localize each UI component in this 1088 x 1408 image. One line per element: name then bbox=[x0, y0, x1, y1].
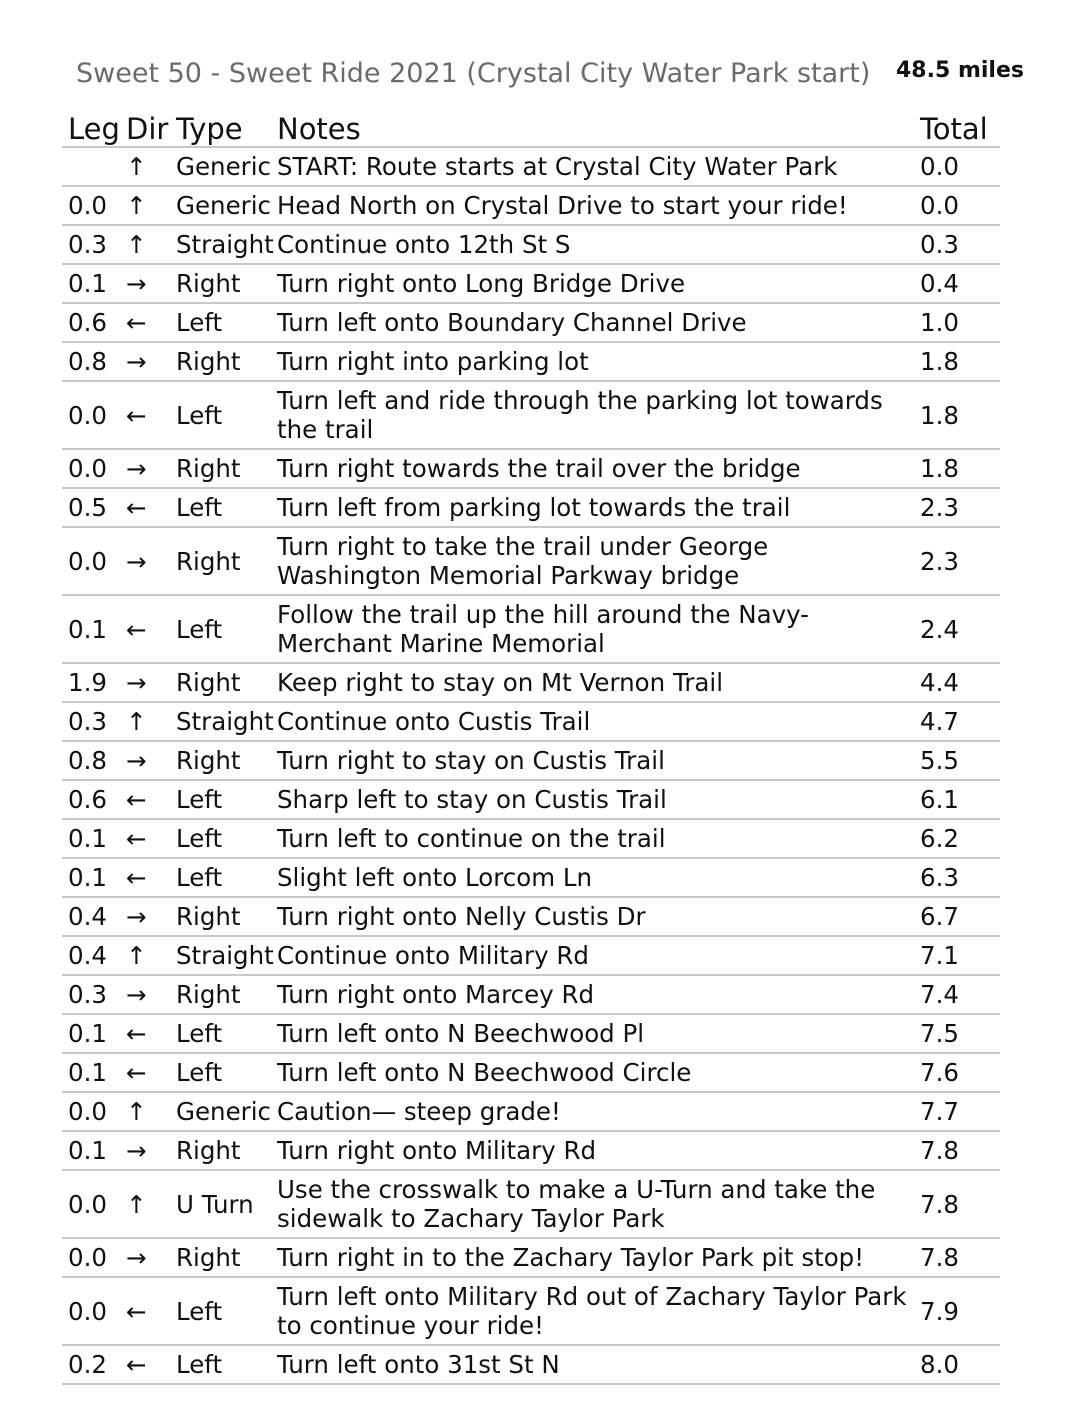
table-row bbox=[62, 488, 1000, 527]
table-row bbox=[62, 780, 1000, 819]
notes-cell: Keep right to stay on Mt Vernon Trail bbox=[271, 663, 914, 702]
leg-cell: 0.1 bbox=[62, 858, 120, 897]
direction-arrow-icon: ↑ bbox=[120, 1092, 170, 1131]
leg-cell: 1.9 bbox=[62, 663, 120, 702]
table-row bbox=[62, 858, 1000, 897]
notes-cell: Continue onto Military Rd bbox=[271, 936, 914, 975]
type-cell: Left bbox=[170, 303, 271, 342]
leg-cell: 0.1 bbox=[62, 264, 120, 303]
notes-cell: Turn left to continue on the trail bbox=[271, 819, 914, 858]
type-cell: Left bbox=[170, 780, 271, 819]
total-cell: 7.4 bbox=[914, 975, 1000, 1014]
direction-arrow-icon: → bbox=[120, 342, 170, 381]
direction-arrow-icon: ← bbox=[120, 381, 170, 449]
leg-cell: 0.0 bbox=[62, 1092, 120, 1131]
type-cell: Left bbox=[170, 595, 271, 663]
type-cell: U Turn bbox=[170, 1170, 271, 1238]
table-row bbox=[62, 342, 1000, 381]
notes-cell: Turn left onto N Beechwood Pl bbox=[271, 1014, 914, 1053]
type-cell: Straight bbox=[170, 702, 271, 741]
table-row bbox=[62, 741, 1000, 780]
direction-arrow-icon: → bbox=[120, 897, 170, 936]
total-cell: 2.3 bbox=[914, 488, 1000, 527]
total-cell: 1.8 bbox=[914, 342, 1000, 381]
leg-cell: 0.0 bbox=[62, 381, 120, 449]
leg-cell: 0.8 bbox=[62, 342, 120, 381]
notes-cell: Turn left onto 31st St N bbox=[271, 1345, 914, 1384]
table-row bbox=[62, 147, 1000, 186]
total-cell: 8.0 bbox=[914, 1345, 1000, 1384]
direction-arrow-icon: → bbox=[120, 975, 170, 1014]
leg-cell: 0.3 bbox=[62, 702, 120, 741]
total-cell: 5.5 bbox=[914, 741, 1000, 780]
leg-cell: 0.0 bbox=[62, 527, 120, 595]
total-cell: 6.3 bbox=[914, 858, 1000, 897]
notes-cell: Turn right in to the Zachary Taylor Park pit stop! bbox=[271, 1238, 914, 1277]
direction-arrow-icon: ← bbox=[120, 1014, 170, 1053]
notes-cell: Follow the trail up the hill around the Navy-Merchant Marine Memorial bbox=[271, 595, 914, 663]
total-cell: 0.0 bbox=[914, 186, 1000, 225]
notes-cell: Continue onto Custis Trail bbox=[271, 702, 914, 741]
leg-cell: 0.4 bbox=[62, 897, 120, 936]
direction-arrow-icon: ↑ bbox=[120, 225, 170, 264]
type-cell: Right bbox=[170, 975, 271, 1014]
leg-cell: 0.1 bbox=[62, 1131, 120, 1170]
table-row bbox=[62, 264, 1000, 303]
direction-arrow-icon: ↑ bbox=[120, 1170, 170, 1238]
direction-arrow-icon: ← bbox=[120, 595, 170, 663]
total-cell: 7.6 bbox=[914, 1053, 1000, 1092]
leg-cell bbox=[62, 147, 120, 186]
cue-rows bbox=[62, 147, 1000, 1384]
leg-cell: 0.1 bbox=[62, 819, 120, 858]
direction-arrow-icon: ← bbox=[120, 1053, 170, 1092]
type-cell: Left bbox=[170, 1277, 271, 1345]
notes-cell: Turn right into parking lot bbox=[271, 342, 914, 381]
leg-cell: 0.0 bbox=[62, 1170, 120, 1238]
total-cell: 2.4 bbox=[914, 595, 1000, 663]
leg-cell: 0.1 bbox=[62, 1053, 120, 1092]
column-header-type: Type bbox=[170, 108, 271, 147]
table-row bbox=[62, 1345, 1000, 1384]
direction-arrow-icon: ↑ bbox=[120, 147, 170, 186]
type-cell: Generic bbox=[170, 186, 271, 225]
notes-cell: START: Route starts at Crystal City Water Park bbox=[271, 147, 914, 186]
total-cell: 7.1 bbox=[914, 936, 1000, 975]
table-row bbox=[62, 702, 1000, 741]
total-cell: 4.4 bbox=[914, 663, 1000, 702]
total-cell: 1.8 bbox=[914, 449, 1000, 488]
direction-arrow-icon: ← bbox=[120, 1345, 170, 1384]
total-cell: 6.7 bbox=[914, 897, 1000, 936]
notes-cell: Caution— steep grade! bbox=[271, 1092, 914, 1131]
table-header-row bbox=[62, 108, 1000, 147]
total-cell: 2.3 bbox=[914, 527, 1000, 595]
notes-cell: Use the crosswalk to make a U-Turn and take the sidewalk to Zachary Taylor Park bbox=[271, 1170, 914, 1238]
total-cell: 7.8 bbox=[914, 1131, 1000, 1170]
table-row bbox=[62, 1092, 1000, 1131]
notes-cell: Turn right onto Marcey Rd bbox=[271, 975, 914, 1014]
table-row bbox=[62, 1238, 1000, 1277]
direction-arrow-icon: ↑ bbox=[120, 936, 170, 975]
direction-arrow-icon: → bbox=[120, 449, 170, 488]
notes-cell: Turn right onto Nelly Custis Dr bbox=[271, 897, 914, 936]
leg-cell: 0.2 bbox=[62, 1345, 120, 1384]
type-cell: Right bbox=[170, 741, 271, 780]
type-cell: Right bbox=[170, 897, 271, 936]
column-header-notes: Notes bbox=[271, 108, 914, 147]
notes-cell: Turn left from parking lot towards the trail bbox=[271, 488, 914, 527]
leg-cell: 0.0 bbox=[62, 186, 120, 225]
table-row bbox=[62, 975, 1000, 1014]
direction-arrow-icon: → bbox=[120, 527, 170, 595]
table-row bbox=[62, 1053, 1000, 1092]
table-row bbox=[62, 303, 1000, 342]
direction-arrow-icon: → bbox=[120, 1238, 170, 1277]
notes-cell: Sharp left to stay on Custis Trail bbox=[271, 780, 914, 819]
direction-arrow-icon: ← bbox=[120, 1277, 170, 1345]
notes-cell: Turn left onto Military Rd out of Zachary Taylor Park to continue your ride! bbox=[271, 1277, 914, 1345]
total-cell: 0.3 bbox=[914, 225, 1000, 264]
total-cell: 6.2 bbox=[914, 819, 1000, 858]
leg-cell: 0.0 bbox=[62, 1277, 120, 1345]
type-cell: Left bbox=[170, 1014, 271, 1053]
table-row bbox=[62, 897, 1000, 936]
direction-arrow-icon: ← bbox=[120, 858, 170, 897]
total-cell: 7.9 bbox=[914, 1277, 1000, 1345]
type-cell: Right bbox=[170, 1238, 271, 1277]
notes-cell: Turn right towards the trail over the bridge bbox=[271, 449, 914, 488]
type-cell: Right bbox=[170, 527, 271, 595]
type-cell: Left bbox=[170, 858, 271, 897]
type-cell: Right bbox=[170, 1131, 271, 1170]
leg-cell: 0.4 bbox=[62, 936, 120, 975]
notes-cell: Turn right to stay on Custis Trail bbox=[271, 741, 914, 780]
direction-arrow-icon: → bbox=[120, 663, 170, 702]
total-cell: 7.5 bbox=[914, 1014, 1000, 1053]
page-title: Sweet 50 - Sweet Ride 2021 (Crystal City Water Park start) bbox=[76, 58, 871, 89]
direction-arrow-icon: ↑ bbox=[120, 186, 170, 225]
notes-cell: Turn left and ride through the parking lot towards the trail bbox=[271, 381, 914, 449]
direction-arrow-icon: → bbox=[120, 264, 170, 303]
notes-cell: Head North on Crystal Drive to start your ride! bbox=[271, 186, 914, 225]
table-row bbox=[62, 1170, 1000, 1238]
type-cell: Left bbox=[170, 488, 271, 527]
notes-cell: Slight left onto Lorcom Ln bbox=[271, 858, 914, 897]
table-row bbox=[62, 936, 1000, 975]
total-cell: 7.7 bbox=[914, 1092, 1000, 1131]
type-cell: Right bbox=[170, 264, 271, 303]
direction-arrow-icon: ← bbox=[120, 488, 170, 527]
direction-arrow-icon: → bbox=[120, 741, 170, 780]
type-cell: Right bbox=[170, 449, 271, 488]
leg-cell: 0.1 bbox=[62, 1014, 120, 1053]
column-header-dir: Dir bbox=[120, 108, 170, 147]
table-row bbox=[62, 186, 1000, 225]
direction-arrow-icon: → bbox=[120, 1131, 170, 1170]
type-cell: Right bbox=[170, 663, 271, 702]
notes-cell: Turn right to take the trail under George Washington Memorial Parkway bridge bbox=[271, 527, 914, 595]
cue-sheet-table bbox=[62, 108, 1000, 1385]
leg-cell: 0.0 bbox=[62, 449, 120, 488]
type-cell: Generic bbox=[170, 147, 271, 186]
total-cell: 6.1 bbox=[914, 780, 1000, 819]
direction-arrow-icon: ↑ bbox=[120, 702, 170, 741]
table-row bbox=[62, 225, 1000, 264]
notes-cell: Turn left onto Boundary Channel Drive bbox=[271, 303, 914, 342]
type-cell: Straight bbox=[170, 225, 271, 264]
type-cell: Left bbox=[170, 1053, 271, 1092]
type-cell: Right bbox=[170, 342, 271, 381]
type-cell: Left bbox=[170, 381, 271, 449]
type-cell: Generic bbox=[170, 1092, 271, 1131]
direction-arrow-icon: ← bbox=[120, 303, 170, 342]
table-row bbox=[62, 595, 1000, 663]
total-cell: 4.7 bbox=[914, 702, 1000, 741]
leg-cell: 0.6 bbox=[62, 303, 120, 342]
total-cell: 7.8 bbox=[914, 1170, 1000, 1238]
column-header-total: Total bbox=[914, 108, 1000, 147]
total-cell: 1.0 bbox=[914, 303, 1000, 342]
direction-arrow-icon: ← bbox=[120, 819, 170, 858]
total-cell: 7.8 bbox=[914, 1238, 1000, 1277]
leg-cell: 0.8 bbox=[62, 741, 120, 780]
leg-cell: 0.3 bbox=[62, 975, 120, 1014]
table-row bbox=[62, 1014, 1000, 1053]
column-header-leg: Leg bbox=[62, 108, 120, 147]
table-row bbox=[62, 449, 1000, 488]
notes-cell: Continue onto 12th St S bbox=[271, 225, 914, 264]
table-row bbox=[62, 527, 1000, 595]
notes-cell: Turn right onto Long Bridge Drive bbox=[271, 264, 914, 303]
leg-cell: 0.5 bbox=[62, 488, 120, 527]
table-row bbox=[62, 1131, 1000, 1170]
notes-cell: Turn right onto Military Rd bbox=[271, 1131, 914, 1170]
total-cell: 1.8 bbox=[914, 381, 1000, 449]
route-distance: 48.5 miles bbox=[896, 58, 1024, 83]
table-row bbox=[62, 819, 1000, 858]
type-cell: Left bbox=[170, 819, 271, 858]
leg-cell: 0.3 bbox=[62, 225, 120, 264]
leg-cell: 0.6 bbox=[62, 780, 120, 819]
table-row bbox=[62, 381, 1000, 449]
direction-arrow-icon: ← bbox=[120, 780, 170, 819]
table-row bbox=[62, 663, 1000, 702]
type-cell: Straight bbox=[170, 936, 271, 975]
notes-cell: Turn left onto N Beechwood Circle bbox=[271, 1053, 914, 1092]
total-cell: 0.4 bbox=[914, 264, 1000, 303]
table-row bbox=[62, 1277, 1000, 1345]
total-cell: 0.0 bbox=[914, 147, 1000, 186]
leg-cell: 0.1 bbox=[62, 595, 120, 663]
leg-cell: 0.0 bbox=[62, 1238, 120, 1277]
type-cell: Left bbox=[170, 1345, 271, 1384]
